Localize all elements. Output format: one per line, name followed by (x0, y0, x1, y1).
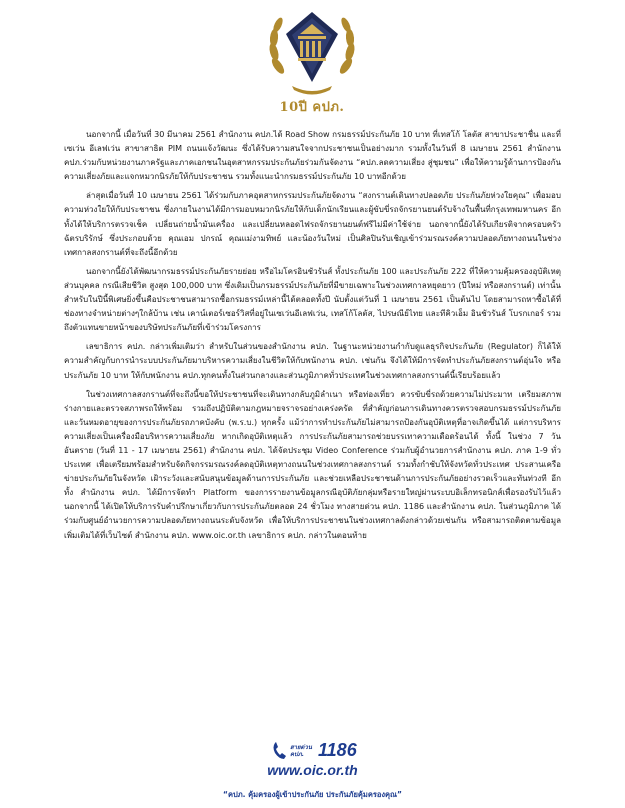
phone-icon (272, 741, 288, 761)
footer-tagline: “คปภ. คุ้มครองผู้เข้าประกันภัย ประกันภัยคุ้มครองคุณ” (223, 790, 402, 799)
logo-caption: 10ปี คปภ. (279, 100, 345, 115)
hotline-label: สายด่วน คปภ. (290, 744, 312, 758)
paragraph-4: เลขาธิการ คปภ. กล่าวเพิ่มเติมว่า สำหรับในส่วนของสำนักงาน คปภ. ในฐานะหน่วยงานกำกับดูแลธุรกิจประกันภัย (Regulator) ก็ได้ให้ความสำคัญกับการนำระบบประกันภัยมาบริหารความเสี่ยงในชีวิตให้กับพนักงาน คปภ. เช่นกัน จึงได้ให้มีการจัดทำประกันภัยสงกรานต์อุ่นใจ หรือประกันภัย 10 บาท ให้กับพนักงาน คปภ.ทุกคนทั้งในส่วนกลางและส่วนภูมิภาคทั่วประเทศในช่วงเทศกาลสงกรานต์นี้เรียบร้อยแล้ว (64, 342, 561, 380)
paragraph-3: นอกจากนี้ยังได้พัฒนากรมธรรม์ประกันภัยรายย่อย หรือไมโครอินชัวรันส์ ทั้งประกันภัย 100 และประกันภัย 222 ที่ให้ความคุ้มครองอุบัติเหตุส่วนบุคคล กรณีเสียชีวิต สูงสุด 100,000 บาท ซึ่งเดิมเป็นกรมธรรม์ประกันภัยที่มีขายเฉพาะในช่วงเทศกาลหยุดยาว (ปีใหม่ หรือสงกรานต์) เท่านั้น สำหรับในปีนี้พิเศษยิ่งขึ้นคือประชาชนสามารถซื้อกรมธรรม์เหล่านี้ได้ตลอดทั้งปี นับตั้งแต่วันที่ 1 เมษายน 2561 เป็นต้นไป โดยสามารถหาซื้อได้ที่ช่องทางจำหน่ายต่างๆใกล้บ้าน เช่น เคาน์เตอร์เซอร์วิสที่อยู่ในเซเว่นอีเลฟเว่น, เทสโก้โลตัส, ไปรษณีย์ไทย และทีคิวเอ็ม อินชัวรันส์ โบรกเกอร์ รวมถึงตัวแทนขายหน้าของบริษัทประกันภัยที่เข้าร่วมโครงการ (64, 266, 561, 333)
laurel-emblem-icon (262, 4, 362, 99)
paragraph-1: นอกจากนี้ เมื่อวันที่ 30 มีนาคม 2561 สำนักงาน คปภ.ได้ Road Show กรมธรรม์ประกันภัย 10 บาท ที่เทสโก้ โลตัส สาขาประชาชื่น และที่เซเว่น อีเลฟเว่น สาขาสาธิต PIM ถนนแจ้งวัฒนะ ซึ่งได้รับความสนใจจากประชาชนเป็นอย่างมาก รวมทั้งในวันที่ 8 เมษายน 2561 สำนักงาน คปภ.ร่วมกับหน่วยงานภาครัฐและภาคเอกชนในอุตสาหกรรมประกันภัยร่วมกันจัดงาน “คปภ.ลดความเสี่ยง สู่ชุมชน” เพื่อให้ความรู้ด้านการป้องกันความเสี่ยงภัยและแจกหมวกนิรภัยให้กับประชาชน รวมทั้งแนะนำกรมธรรม์ประกันภัย 10 บาทอีกด้วย (64, 130, 561, 182)
paragraph-5: ในช่วงเทศกาลสงกรานต์ที่จะถึงนี้ขอให้ประชาชนที่จะเดินทางกลับภูมิลำเนา หรือท่องเที่ยว ควรขับขี่รถด้วยความไม่ประมาท เตรียมสภาพร่างกายและตรวจสภาพรถให้พร้อม รวมถึงปฏิบัติตามกฎหมายจราจรอย่างเคร่งครัด ที่สำคัญก่อนการเดินทางควรตรวจสอบกรมธรรม์ประกันภัยและวันหมดอายุของการประกันภัยรถภาคบังคับ (พ.ร.บ.) ทุกครั้ง แม้ว่าการทำประกันภัยไม่สามารถป้องกันอุบัติเหตุที่อาจเกิดขึ้นได้ แต่การบริหารความเสี่ยงเป็นเครื่องมือบริหารความเสี่ยงภัย หากเกิดอุบัติเหตุแล้ว การประกันภัยสามารถช่วยบรรเทาความเดือดร้อนได้ ทั้งนี้ ในช่วง 7 วันอันตราย (วันที่ 11 - 17 เมษายน 2561) สำนักงาน คปภ. ได้จัดประชุม Video Conference ร่วมกับผู้อำนวยการสำนักงาน คปภ. ภาค 1-9 ทั่วประเทศ เพื่อเตรียมพร้อมสำหรับจัดกิจกรรมรณรงค์ลดอุบัติเหตุทางถนนในช่วงเทศกาลสงกรานต์ รวมทั้งกำชับให้จังหวัดทั่วประเทศ ประสานเครือข่ายประกันภัยในจังหวัด เฝ้าระวังและสนับสนุนข้อมูลด้านการประกันภัย และช่วยเหลือประชาชนด้านการประกันภัยอย่างรวดเร็วและทันท่วงที อีกทั้ง สำนักงาน คปภ. ได้มีการจัดทำ Platform ของการรายงานข้อมูลกรณีอุบัติภัยกลุ่มหรือรายใหญ่ผ่านระบบอิเล็กทรอนิกส์เพื่อรองรับไว้แล้ว นอกจากนี้ ได้เปิดให้บริการรับคำปรึกษาเกี่ยวกับการประกันภัยตลอด 24 ชั่วโมง ทางสายด่วน คปภ. 1186 และสำนักงาน คปภ. ในส่วนภูมิภาค ได้ร่วมกับศูนย์อำนวยการความปลอดภัยทางถนนระดับจังหวัด เพื่อให้บริการประชาชนในช่วงเทศกาลดังกล่าวด้วยเช่นกัน หรือสามารถติดตามข้อมูลเพิ่มเติมได้ที่เว็บไซต์ สำนักงาน คปภ. www.oic.or.th เลขาธิการ คปภ. กล่าวในตอนท้าย (64, 389, 561, 540)
article-body (64, 128, 561, 548)
paragraph-2: ล่าสุดเมื่อวันที่ 10 เมษายน 2561 ได้ร่วมกับภาคอุตสาหกรรมประกันภัยจัดงาน “สงกรานต์เดินทางปลอดภัย ประกันภัยห่วงใยคุณ” เพื่อมอบความห่วงใยให้กับประชาชน ซึ่งภายในงานได้มีการมอบหมวกนิรภัยให้กับเด็กนักเรียนและผู้ขับขี่รถจักรยานยนต์รับจ้างในพื้นที่กรุงเทพมหานคร อีกทั้งได้ให้บริการตรวจเช็ค เปลี่ยนถ่ายน้ำมันเครื่อง และเปลี่ยนหลอดไฟรถจักรยานยนต์ฟรีไม่มีค่าใช้จ่าย นอกจากนี้ยังได้รับเกียรติจากครอบครัว ฉัตรบริรักษ์ ซึ่งประกอบด้วย คุณเอม ปกรณ์ คุณแม่งามทิพย์ และน้องวันใหม่ เป็นศิลปินรับเชิญเข้าร่วมรณรงค์ความปลอดภัยทางถนนในช่วงเทศกาลสงกรานต์ที่จะถึงนี้อีกด้วย (64, 191, 561, 257)
anniversary-logo (262, 4, 362, 116)
website-url[interactable]: www.oic.or.th (267, 762, 358, 778)
hotline-number: 1186 (318, 740, 357, 760)
